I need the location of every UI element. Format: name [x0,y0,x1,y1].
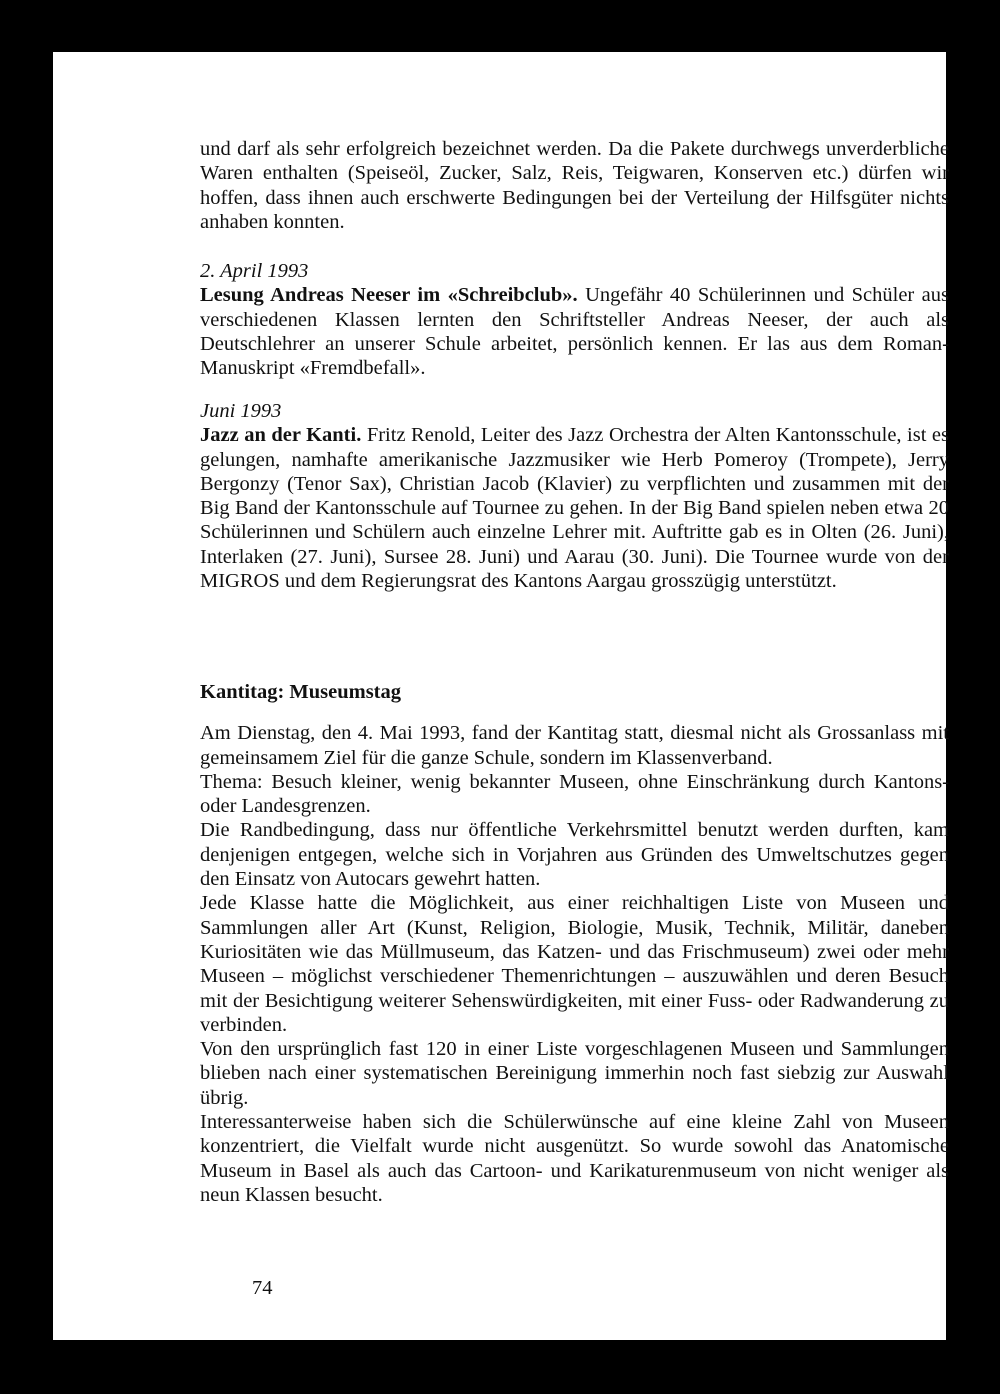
heading-spacer [200,704,949,721]
entry-reading [200,259,949,380]
section-paragraph: Am Dienstag, den 4. Mai 1993, fand der Kantitag statt, diesmal nicht als Grossanlass mit gemeinsamem Ziel für die ganze Schule, sondern im Klassenverband. [200,722,949,769]
entry-title: Lesung Andreas Neeser im «Schreibclub». [200,284,578,307]
entry-text: Fritz Renold, Leiter des Jazz Orchestra der Alten Kantonsschule, ist es gelungen, namhafte amerikanische Jazzmusiker wie Herb Pomeroy (Trompete), Jerry Bergonzy (Tenor Sax), Christian Jacob (Klavier) zu verpflichten und zusammen mit der Big Band der Kantonsschule auf Tournee zu gehen. In der Big Band spielen neben etwa 20 Schülerinnen und Schülern auch einzelne Lehrer mit. Auftritte gab es in Olten (26. Juni), Interlaken (27. Juni), Sursee 28. Juni) und Aarau (30. Juni). Die Tournee wurde von der MIGROS und dem Regierungsrat des Kantons Aargau grosszügig unterstützt. [200,424,949,593]
entry-title: Jazz an der Kanti. [200,424,362,447]
section-paragraph: Interessanterweise haben sich die Schülerwünsche auf eine kleine Zahl von Museen konzentriert, die Vielfalt wurde nicht ausgenützt. So wurde sowohl das Anatomische Museum in Basel als auch das Cartoon- und Karikaturenmuseum von nicht weniger als neun Klassen besucht. [200,1111,949,1206]
section-paragraph: Jede Klasse hatte die Möglichkeit, aus einer reichhaltigen Liste von Museen und Sammlungen aller Art (Kunst, Religion, Biologie, Musik, Technik, Militär, daneben Kuriositäten wie das Müllmuseum, das Katzen- und das Frischmuseum) zwei oder mehr Museen – möglichst verschiedener Themenrichtungen – auszuwählen und deren Besuch mit der Besichtigung weiterer Sehenswürdigkeiten, mit einer Fuss- oder Radwanderung zu verbinden. [200,892,949,1036]
section-heading: Kantitag: Museumstag [200,681,402,703]
page-number: 74 [252,1277,273,1299]
entry-text: Ungefähr 40 Schülerinnen und Schüler aus verschiedenen Klassen lernten den Schriftsteller Andreas Neeser, der auch als Deutschlehrer an unserer Schule arbeitet, persönlich kennen. Er las aus dem Roman-Manuskript «Fremdbefall». [200,284,949,380]
entry-date: Juni 1993 [200,400,282,422]
section-paragraph: Thema: Besuch kleiner, wenig bekannter Museen, ohne Einschränkung durch Kantons- oder Landesgrenzen. [200,770,949,818]
section-museumstag [200,680,949,1207]
entry-body [200,423,949,593]
intro-paragraph [200,137,949,234]
intro-text: und darf als sehr erfolgreich bezeichnet werden. Da die Pakete durchwegs unverderbliche Waren enthalten (Speiseöl, Zucker, Salz, Reis, Teigwaren, Konserven etc.) dürfen wir hoffen, dass ihnen auch erschwerte Bedingungen bei der Verteilung der Hilfsgüter nichts anhaben konnten. [200,138,949,233]
entry-jazz [200,399,949,593]
section-paragraph: Von den ursprünglich fast 120 in einer Liste vorgeschlagenen Museen und Sammlungen blieben nach einer systematischen Bereinigung immerhin noch fast siebzig zur Auswahl übrig. [200,1038,949,1109]
entry-body [200,283,949,380]
section-paragraph: Die Randbedingung, dass nur öffentliche Verkehrsmittel benutzt werden durften, kam denjenigen entgegen, welche sich in Vorjahren aus Gründen des Umweltschutzes gegen den Einsatz von Autocars gewehrt hatten. [200,819,949,891]
document-page [53,52,949,1340]
entry-date: 2. April 1993 [200,260,309,282]
